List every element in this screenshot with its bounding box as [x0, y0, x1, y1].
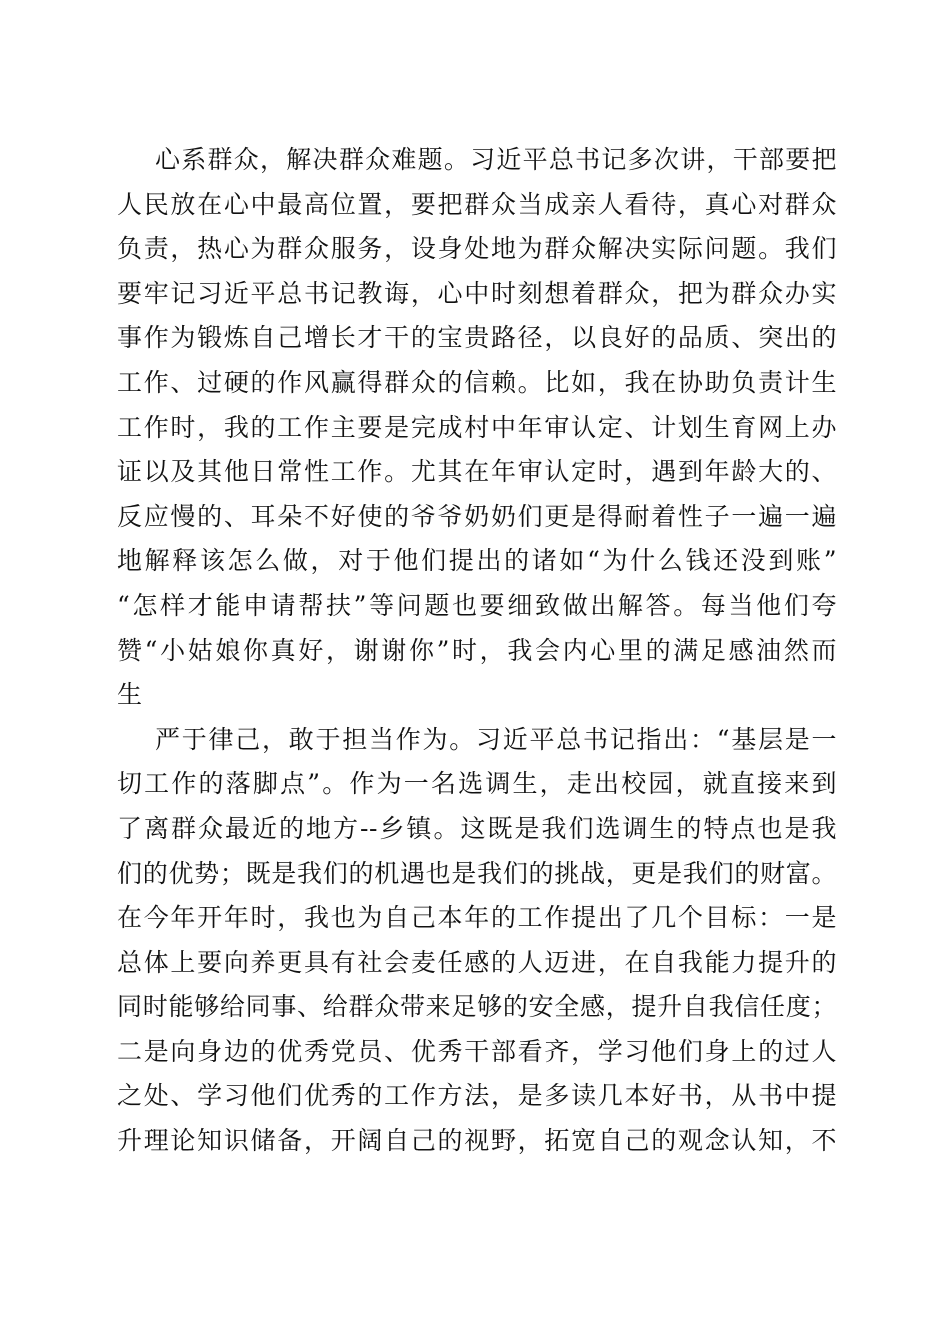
- paragraph-line: 负责，热心为群众服务，设身处地为群众解决实际问题。我们: [117, 234, 837, 264]
- paragraph-line: 生: [117, 680, 143, 710]
- paragraph-line: 人民放在心中最高位置，要把群众当成亲人看待，真心对群众: [117, 189, 837, 219]
- paragraph-line: 地解释该怎么做，对于他们提出的诸如“为什么钱还没到账”: [117, 546, 837, 576]
- paragraph-line: 二是向身边的优秀党员、优秀干部看齐，学习他们身上的过人: [117, 1036, 837, 1066]
- paragraph-line: 工作时，我的工作主要是完成村中年审认定、计划生育网上办: [117, 412, 837, 442]
- paragraph-line: 工作、过硬的作风赢得群众的信赖。比如，我在协助负责计生: [117, 367, 837, 397]
- paragraph-line: 要牢记习近平总书记教诲，心中时刻想着群众，把为群众办实: [117, 278, 837, 308]
- paragraph-line: 同时能够给同事、给群众带来足够的安全感，提升自我信任度；: [117, 992, 837, 1022]
- paragraph-line: 赞“小姑娘你真好，谢谢你”时，我会内心里的满足感油然而: [117, 635, 837, 665]
- paragraph-1: [117, 138, 837, 718]
- paragraph-line: 了离群众最近的地方--乡镇。这既是我们选调生的特点也是我: [117, 813, 837, 843]
- paragraph-line: 切工作的落脚点”。作为一名选调生，走出校园，就直接来到: [117, 769, 837, 799]
- paragraph-line: 总体上要向养更具有社会麦任感的人迈进，在自我能力提升的: [117, 947, 837, 977]
- paragraph-line: 证以及其他日常性工作。尤其在年审认定时，遇到年龄大的、: [117, 457, 837, 487]
- paragraph-line: 反应慢的、耳朵不好使的爷爷奶奶们更是得耐着性子一遍一遍: [117, 501, 837, 531]
- paragraph-line: 严于律己，敢于担当作为。习近平总书记指出：“基层是一: [155, 724, 837, 754]
- document-page: [117, 138, 837, 1164]
- paragraph-line: 们的优势；既是我们的机遇也是我们的挑战，更是我们的财富。: [117, 858, 837, 888]
- paragraph-line: 之处、学习他们优秀的工作方法，是多读几本好书，从书中提: [117, 1081, 837, 1111]
- paragraph-line: 升理论知识储备，开阔自己的视野，拓宽自己的观念认知，不: [117, 1126, 837, 1156]
- paragraph-line: 事作为锻炼自己增长才干的宝贵路径，以良好的品质、突出的: [117, 323, 837, 353]
- paragraph-line: 心系群众，解决群众难题。习近平总书记多次讲，干部要把: [155, 145, 837, 174]
- paragraph-line: 在今年开年时，我也为自己本年的工作提出了几个目标：一是: [117, 903, 837, 933]
- paragraph-line: “怎样才能申请帮扶”等问题也要细致做出解答。每当他们夸: [117, 590, 837, 620]
- paragraph-2: [117, 718, 837, 1164]
